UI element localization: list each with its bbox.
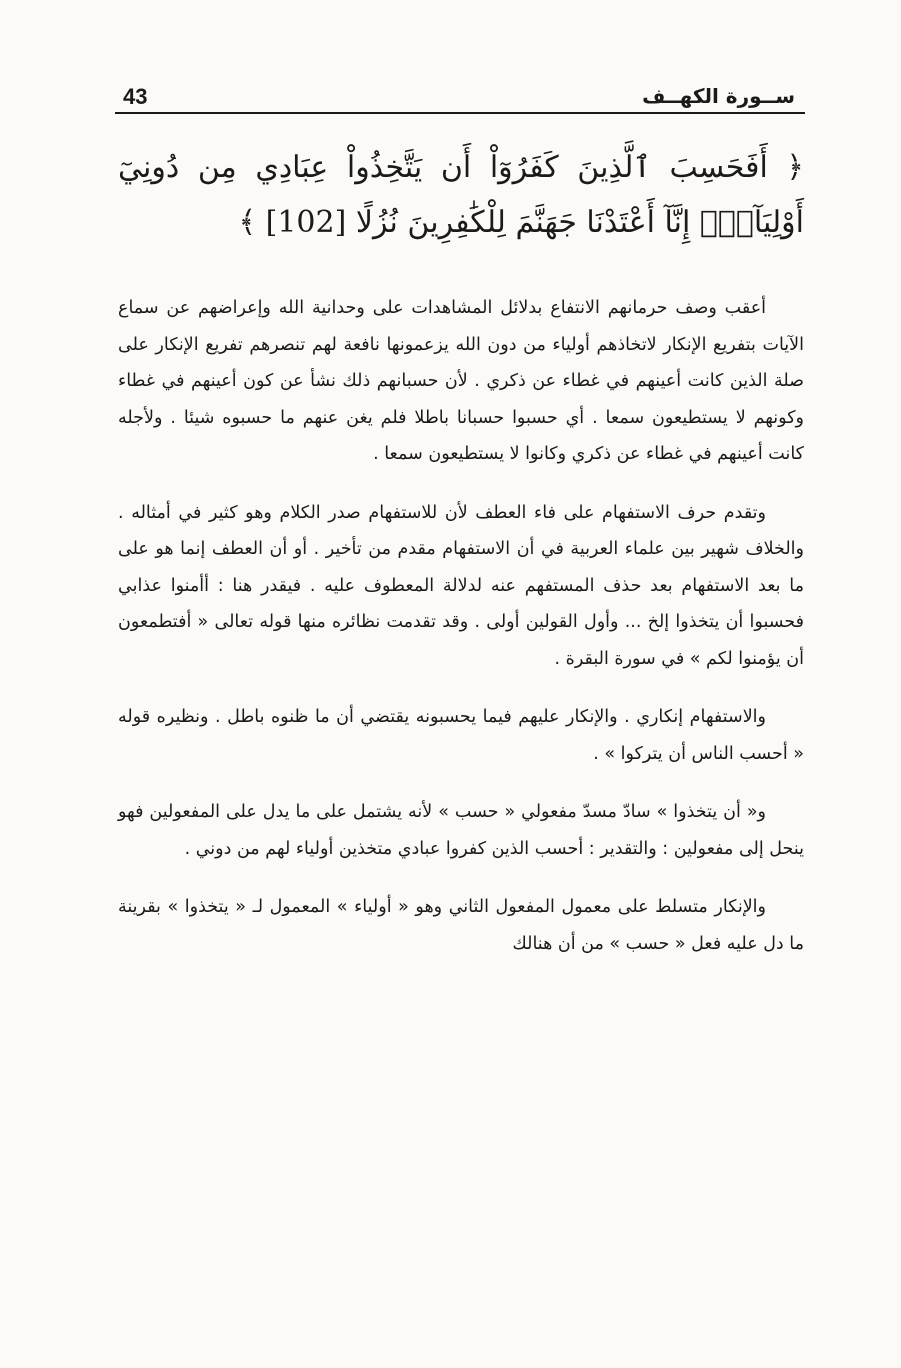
- page-header: [115, 78, 805, 114]
- surah-title: ســورة الكهــف: [642, 84, 795, 108]
- paragraph: والإنكار متسلط على معمول المفعول الثاني وهو « أولياء » المعمول لـ « يتخذوا » بقرينة ما دل عليه فعل « حسب » من أن هنالك: [118, 897, 804, 954]
- page-number: 43: [123, 84, 148, 109]
- paragraph: و« أن يتخذوا » سادّ مسدّ مفعولي « حسب » لأنه يشتمل على ما يدل على المفعولين فهو ينحل إلى مفعولين : والتقدير : أحسب الذين كفروا عبادي متخذين أولياء لهم من دوني .: [118, 802, 804, 859]
- verse-line-2: أَوْلِيَآءَۚ إِنَّآ أَعْتَدْنَا جَهَنَّمَ لِلْكَٰفِرِينَ نُزُلًا [102] ﴾: [238, 205, 804, 240]
- quran-verse: [118, 140, 804, 250]
- commentary-text: [118, 290, 804, 962]
- paragraph: أعقب وصف حرمانهم الانتفاع بدلائل المشاهدات على وحدانية الله وإعراضهم عن سماع الآيات بتفريع الإنكار لاتخاذهم أولياء من دون الله يزعمونها نافعة لهم تنصرهم تفريع الإنكار على صلة الذين كانت أعينهم في غطاء عن ذكري . لأن حسبانهم ذلك نشأ عن كون أعينهم في غطاء وكونهم لا يستطيعون سمعا . أي حسبوا حسبانا باطلا فلم يغن عنهم ما حسبوه شيئا . ولأجله كانت أعينهم في غطاء عن ذكري وكانوا لا يستطيعون سمعا .: [118, 298, 804, 464]
- paragraph: والاستفهام إنكاري . والإنكار عليهم فيما يحسبونه يقتضي أن ما ظنوه باطل . ونظيره قوله « أحسب الناس أن يتركوا » .: [118, 707, 804, 764]
- paragraph: وتقدم حرف الاستفهام على فاء العطف لأن للاستفهام صدر الكلام وهو كثير في أمثاله . والخلاف شهير بين علماء العربية في أن الاستفهام مقدم من تأخير . أو أن العطف إنما هو على ما بعد الاستفهام بعد حذف المستفهم عنه لدلالة المعطوف عليه . فيقدر هنا : أأمنوا عذابي فحسبوا أن يتخذوا إلخ ... وأول القولين أولى . وقد تقدمت نظائره منها قوله تعالى « أفتطمعون أن يؤمنوا لكم » في سورة البقرة .: [118, 502, 804, 669]
- verse-line-1: ﴿ أَفَحَسِبَ ٱلَّذِينَ كَفَرُوٓاْ أَن يَتَّخِذُواْ عِبَادِي مِن دُونِيٓ: [118, 150, 804, 185]
